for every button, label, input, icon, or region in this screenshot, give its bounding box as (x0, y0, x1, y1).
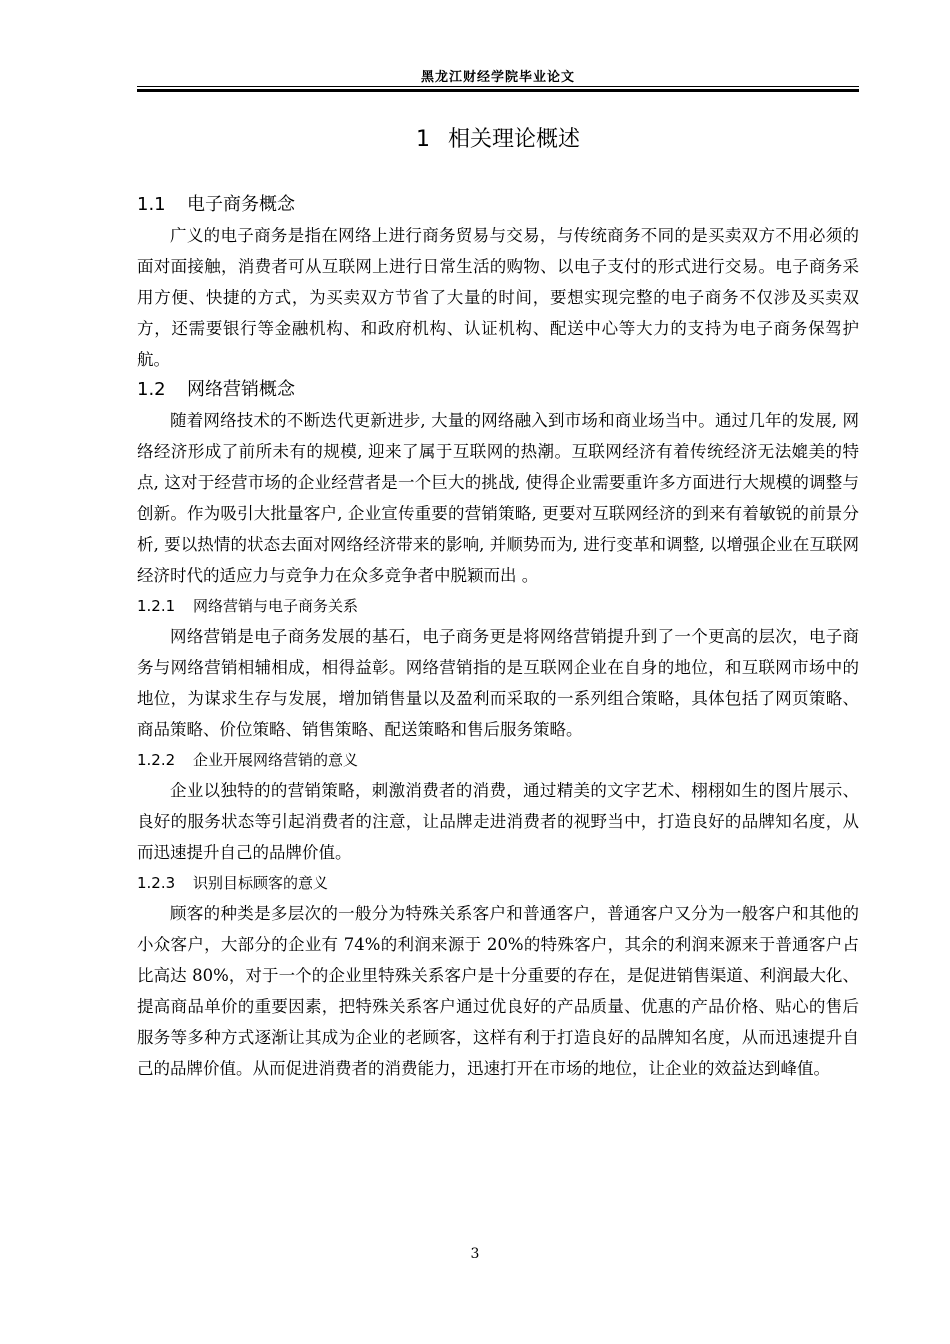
section-number: 1.2 (137, 379, 166, 400)
chapter-title (137, 120, 859, 160)
chapter-heading: 相关理论概述 (447, 127, 580, 152)
section-title: 电子商务概念 (187, 194, 295, 215)
header-rule-thin (137, 86, 859, 87)
subsection-number: 1.2.3 (137, 874, 176, 892)
subsection-heading-1-2-1 (137, 591, 859, 621)
subsection-heading-1-2-2 (137, 745, 859, 775)
section-paragraph-1-2: 随着网络技术的不断迭代更新进步, 大量的网络融入到市场和商业场当中。通过几年的发展, 网络经济形成了前所未有的规模, 迎来了属于互联网的热潮。互联网经济有着传统经济无法媲美的特点, 这对于经营市场的企业经营者是一个巨大的挑战, 使得企业需要重许多方面进行大规模的调整与创新。作为吸引大批量客户, 企业宣传重要的营销策略, 更要对互联网经济的到来有着敏锐的前景分析, 要以热情的状态去面对网络经济带来的影响, 并顺势而为, 进行变革和调整, 以增强企业在互联网经济时代的适应力与竞争力在众多竞争者中脱颖而出 。 (137, 411, 859, 585)
subsection-number: 1.2.1 (137, 597, 176, 615)
chapter-number: 1 (415, 127, 430, 152)
subsection-title: 网络营销与电子商务关系 (193, 597, 359, 615)
page-header: 黑龙江财经学院毕业论文 (420, 70, 575, 85)
page-number: 3 (470, 1246, 480, 1262)
subsection-heading-1-2-3 (137, 868, 859, 898)
subsection-paragraph-1-2-1: 网络营销是电子商务发展的基石，电子商务更是将网络营销提升到了一个更高的层次，电子商务与网络营销相辅相成，相得益彰。网络营销指的是互联网企业在自身的地位，和互联网市场中的地位，为谋求生存与发展，增加销售量以及盈利而采取的一系列组合策略，具体包括了网页策略、商品策略、价位策略、销售策略、配送策略和售后服务策略。 (137, 627, 859, 739)
page-body (137, 120, 859, 1084)
subsection-paragraph-1-2-2: 企业以独特的的营销策略，刺激消费者的消费，通过精美的文字艺术、栩栩如生的图片展示、良好的服务状态等引起消费者的注意，让品牌走进消费者的视野当中，打造良好的品牌知名度，从而迅速提升自己的品牌价值。 (137, 781, 859, 862)
subsection-paragraph-1-2-3: 顾客的种类是多层次的一般分为特殊关系客户和普通客户，普通客户又分为一般客户和其他的小众客户，大部分的企业有 74%的利润来源于 20%的特殊客户，其余的利润来源来于普通客户占比高达 80%，对于一个的企业里特殊关系客户是十分重要的存在，是促进销售渠道、利润最大化、提高商品单价的重要因素，把特殊关系客户通过优良好的产品质量、优惠的产品价格、贴心的售后服务等多种方式逐渐让其成为企业的老顾客，这样有利于打造良好的品牌知名度，从而迅速提升自己的品牌价值。从而促进消费者的消费能力，迅速打开在市场的地位，让企业的效益达到峰值。 (137, 904, 859, 1078)
section-number: 1.1 (137, 194, 166, 215)
section-heading-1-1 (137, 190, 859, 220)
header-rule-thick (137, 89, 859, 92)
section-title: 网络营销概念 (187, 379, 295, 400)
section-paragraph-1-1: 广义的电子商务是指在网络上进行商务贸易与交易，与传统商务不同的是买卖双方不用必须的面对面接触，消费者可从互联网上进行日常生活的购物、以电子支付的形式进行交易。电子商务采用方便、快捷的方式，为买卖双方节省了大量的时间，要想实现完整的电子商务不仅涉及买卖双方，还需要银行等金融机构、和政府机构、认证机构、配送中心等大力的支持为电子商务保驾护航。 (137, 226, 859, 369)
subsection-title: 识别目标顾客的意义 (193, 874, 329, 892)
subsection-title: 企业开展网络营销的意义 (193, 751, 359, 769)
section-heading-1-2 (137, 375, 859, 405)
subsection-number: 1.2.2 (137, 751, 176, 769)
